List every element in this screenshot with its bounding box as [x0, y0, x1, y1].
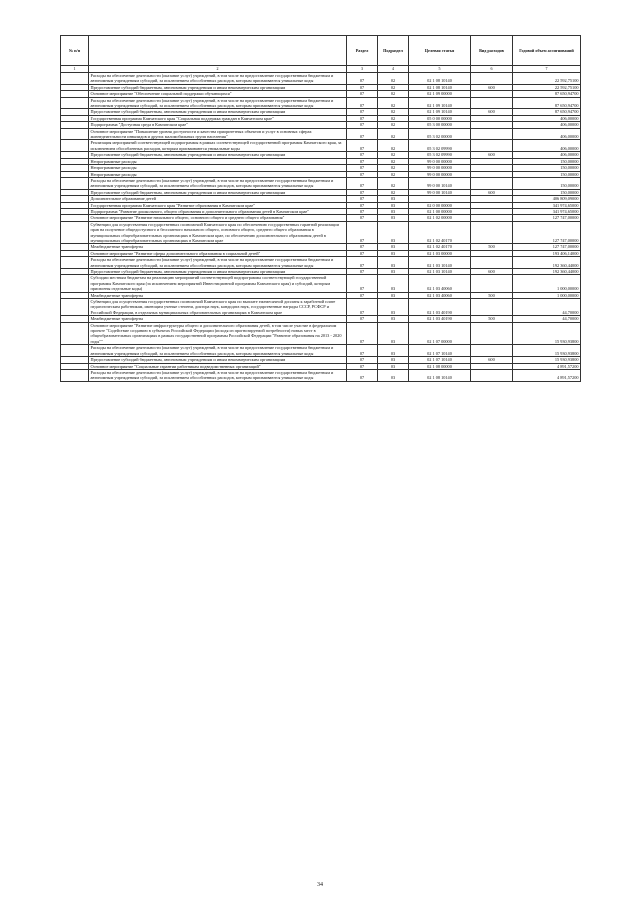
table-row — [61, 345, 581, 357]
row-target: 05 3 00 00000 — [409, 122, 471, 128]
row-name: Основное мероприятие "Развитие сферы дополнительного образования в социальной детей" — [89, 250, 347, 256]
row-target: 02 0 00 00000 — [409, 202, 471, 208]
row-podrazdel: 02 — [378, 165, 409, 171]
row-podrazdel: 02 — [378, 128, 409, 140]
row-amount: 127 747,00000 — [513, 221, 581, 244]
column-number: 2 — [89, 66, 347, 73]
row-name: Межбюджетные трансферты — [89, 244, 347, 250]
row-target: 02 1 00 00000 — [409, 208, 471, 214]
row-razdel: 07 — [347, 109, 378, 115]
row-name: Дополнительное образование детей — [89, 196, 347, 202]
row-name: Расходы на обеспечение деятельности (оказание услуг) учреждений, в том числе на предоставление государственным бюджетным и автономным учреждениям субсидий, за исключением обособленных расходов, которым присваиваются уникальные коды — [89, 73, 347, 85]
table-row — [61, 369, 581, 381]
row-target: 02 1 07 10140 — [409, 345, 471, 357]
row-podrazdel: 02 — [378, 152, 409, 158]
row-razdel: 07 — [347, 292, 378, 298]
row-vid: 600 — [471, 189, 513, 195]
row-amount: 406,00000 — [513, 152, 581, 158]
row-amount: 22 592,75100 — [513, 73, 581, 85]
row-name: Межбюджетные трансферты — [89, 292, 347, 298]
row-target: 02 1 02 00000 — [409, 215, 471, 221]
row-podrazdel: 02 — [378, 73, 409, 85]
row-target: 99 0 00 10140 — [409, 189, 471, 195]
table-row — [61, 97, 581, 109]
row-podrazdel: 03 — [378, 357, 409, 363]
row-name: Непрограммные расходы — [89, 171, 347, 177]
row-num — [61, 221, 89, 244]
header-vid: Вид расходов — [471, 36, 513, 66]
row-podrazdel: 03 — [378, 292, 409, 298]
row-target: 99 0 00 10140 — [409, 177, 471, 189]
column-number: 1 — [61, 66, 89, 73]
row-target: 02 1 08 10140 — [409, 73, 471, 85]
row-name: Основное мероприятие "Обеспечение социальной поддержки обучающихся" — [89, 91, 347, 97]
row-podrazdel: 03 — [378, 208, 409, 214]
row-name: Предоставление субсидий бюджетным, автономным учреждениям и иным некоммерческим организациям — [89, 152, 347, 158]
row-target: 99 0 00 00000 — [409, 158, 471, 164]
row-amount: 15 930,93800 — [513, 357, 581, 363]
row-target: 02 1 08 10140 — [409, 84, 471, 90]
row-name: Подпрограмма "Доступная среда в Камчатском крае" — [89, 122, 347, 128]
row-vid — [471, 257, 513, 269]
row-podrazdel: 03 — [378, 275, 409, 292]
row-podrazdel: 03 — [378, 269, 409, 275]
row-amount: 1 000,00000 — [513, 292, 581, 298]
row-target: 02 1 08 00000 — [409, 363, 471, 369]
row-podrazdel: 02 — [378, 171, 409, 177]
row-amount: 87 650,94700 — [513, 97, 581, 109]
row-target: 05 3 02 00000 — [409, 128, 471, 140]
row-razdel: 07 — [347, 128, 378, 140]
row-target: 02 1 09 00000 — [409, 91, 471, 97]
row-amount: 406 809,09000 — [513, 196, 581, 202]
row-amount: 15 930,93800 — [513, 322, 581, 345]
row-name: Расходы на обеспечение деятельности (оказание услуг) учреждений, в том числе на предоставление государственным бюджетным и автономным учреждениям субсидий, за исключением обособленных расходов, которым присваиваются уникальные коды — [89, 369, 347, 381]
row-podrazdel: 03 — [378, 316, 409, 322]
row-amount: 44,70000 — [513, 316, 581, 322]
row-razdel: 07 — [347, 244, 378, 250]
row-name: Предоставление субсидий бюджетным, автономным учреждениям и иным некоммерческим организациям — [89, 189, 347, 195]
row-podrazdel: 03 — [378, 221, 409, 244]
row-target: 05 3 02 09990 — [409, 140, 471, 152]
row-razdel: 07 — [347, 122, 378, 128]
row-razdel: 07 — [347, 171, 378, 177]
row-target: 02 1 08 10140 — [409, 369, 471, 381]
row-vid: 600 — [471, 152, 513, 158]
row-podrazdel: 03 — [378, 345, 409, 357]
table-row — [61, 128, 581, 140]
row-vid — [471, 177, 513, 189]
row-podrazdel: 02 — [378, 97, 409, 109]
row-name: Непрограммные расходы — [89, 165, 347, 171]
row-target: 02 1 07 10140 — [409, 357, 471, 363]
header-podrazdel: Подраздел — [378, 36, 409, 66]
row-vid — [471, 369, 513, 381]
row-target: 02 1 09 10140 — [409, 97, 471, 109]
row-name: Реализация мероприятий соответствующей подпрограммы в рамках соответствующей государственной программы Камчатского края, за исключением обособленных расходов, которым присваиваются уникальные коды — [89, 140, 347, 152]
row-name: Предоставление субсидий бюджетным, автономным учреждениям и иным некоммерческим организациям — [89, 357, 347, 363]
budget-table — [60, 35, 581, 382]
row-name: Государственная программа Камчатского края "Развитие образования в Камчатском крае" — [89, 202, 347, 208]
row-podrazdel: 02 — [378, 177, 409, 189]
column-number: 7 — [513, 66, 581, 73]
row-name: Предоставление субсидий бюджетным, автономным учреждениям и иным некоммерческим организациям — [89, 84, 347, 90]
row-vid: 600 — [471, 84, 513, 90]
row-num — [61, 299, 89, 316]
row-name: Расходы на обеспечение деятельности (оказание услуг) учреждений, в том числе на предоставление государственным бюджетным и автономным учреждениям субсидий, за исключением обособленных расходов, которым присваиваются уникальные коды — [89, 257, 347, 269]
row-amount: 87 650,94700 — [513, 91, 581, 97]
row-name: Расходы на обеспечение деятельности (оказание услуг) учреждений, в том числе на предоставление государственным бюджетным и автономным учреждениям субсидий, за исключением обособленных расходов, которым присваиваются уникальные коды — [89, 177, 347, 189]
row-razdel: 07 — [347, 357, 378, 363]
column-number: 4 — [378, 66, 409, 73]
header-razdel: Раздел — [347, 36, 378, 66]
row-name: Субвенции для осуществления государственных полномочий Камчатского края по выплате ежемесячной доплаты к заработной плате педагогическим работникам, имеющим ученые степени, доктора наук, кандидата наук, государственные награды СССР, РСФСР и Российской Федерации, в отдельных муниципальных образовательных организациях в Камчатском крае — [89, 299, 347, 316]
row-amount: 150,00000 — [513, 177, 581, 189]
page-number: 34 — [317, 882, 323, 888]
row-amount: 150,00000 — [513, 171, 581, 177]
table-row — [61, 140, 581, 152]
row-amount: 4 891,57200 — [513, 363, 581, 369]
row-razdel: 07 — [347, 250, 378, 256]
row-target: 02 1 03 40060 — [409, 292, 471, 298]
row-razdel: 07 — [347, 115, 378, 121]
row-target: 02 1 09 10140 — [409, 109, 471, 115]
row-razdel: 07 — [347, 257, 378, 269]
row-razdel: 07 — [347, 369, 378, 381]
row-amount: 406,00000 — [513, 122, 581, 128]
row-amount: 341 974,65000 — [513, 208, 581, 214]
row-vid: 600 — [471, 357, 513, 363]
row-razdel: 07 — [347, 177, 378, 189]
column-number-row — [61, 66, 581, 73]
header-amount: Годовой объем ассигнований — [513, 36, 581, 66]
row-target: 02 1 07 00000 — [409, 322, 471, 345]
row-podrazdel: 02 — [378, 115, 409, 121]
row-vid — [471, 299, 513, 316]
row-razdel: 07 — [347, 84, 378, 90]
row-podrazdel: 03 — [378, 363, 409, 369]
row-razdel: 07 — [347, 158, 378, 164]
header-name — [89, 36, 347, 66]
row-amount: 127 747,00000 — [513, 215, 581, 221]
row-razdel: 07 — [347, 208, 378, 214]
row-vid — [471, 322, 513, 345]
row-vid — [471, 97, 513, 109]
row-name: Основное мероприятие "Социальные гарантии работникам подведомственных организаций" — [89, 363, 347, 369]
row-num — [61, 97, 89, 109]
column-number: 6 — [471, 66, 513, 73]
row-amount: 150,00000 — [513, 165, 581, 171]
row-razdel: 07 — [347, 97, 378, 109]
row-vid: 600 — [471, 109, 513, 115]
row-amount: 192 360,44000 — [513, 269, 581, 275]
row-name: Подпрограмма "Развитие дошкольного, общего образования и дополнительного образования детей в Камчатском крае" — [89, 208, 347, 214]
row-podrazdel: 02 — [378, 122, 409, 128]
table-header-row — [61, 36, 581, 66]
row-razdel: 07 — [347, 73, 378, 85]
row-name: Субвенции для осуществления государственных полномочий Камчатского края по обеспечению государственных гарантий реализации прав на получение общедоступного и бесплатного начального общего, основного общего, среднего общего образования в муниципальных общеобразовательных организациях в Камчатском крае, по обеспечению дополнительного образования детей в муниципальных общеобразовательных организациях в Камчатском крае — [89, 221, 347, 244]
row-razdel: 07 — [347, 152, 378, 158]
row-razdel: 07 — [347, 202, 378, 208]
table-row — [61, 275, 581, 292]
row-amount: 150,00000 — [513, 189, 581, 195]
row-name: Основное мероприятие "Развитие начального общего, основного общего и среднего общего образования" — [89, 215, 347, 221]
table-row — [61, 221, 581, 244]
row-razdel: 07 — [347, 299, 378, 316]
row-num — [61, 275, 89, 292]
row-num — [61, 140, 89, 152]
row-name: Межбюджетные трансферты — [89, 316, 347, 322]
row-name: Расходы на обеспечение деятельности (оказание услуг) учреждений, в том числе на предоставление государственным бюджетным и автономным учреждениям субсидий, за исключением обособленных расходов, которым присваиваются уникальные коды — [89, 97, 347, 109]
row-razdel: 07 — [347, 196, 378, 202]
row-podrazdel: 03 — [378, 215, 409, 221]
row-vid — [471, 275, 513, 292]
row-amount: 406,00000 — [513, 115, 581, 121]
row-podrazdel: 02 — [378, 140, 409, 152]
row-razdel: 07 — [347, 269, 378, 275]
row-podrazdel: 02 — [378, 109, 409, 115]
row-amount: 1 000,00000 — [513, 275, 581, 292]
row-amount: 406,00000 — [513, 128, 581, 140]
row-amount: 15 930,93800 — [513, 345, 581, 357]
row-amount: 87 650,94700 — [513, 109, 581, 115]
row-amount: 22 592,75100 — [513, 84, 581, 90]
row-razdel: 07 — [347, 363, 378, 369]
row-podrazdel: 02 — [378, 158, 409, 164]
row-razdel: 07 — [347, 322, 378, 345]
row-num — [61, 369, 89, 381]
row-target: 02 1 03 10140 — [409, 257, 471, 269]
row-razdel: 07 — [347, 165, 378, 171]
row-target: 05 0 00 00000 — [409, 115, 471, 121]
row-podrazdel: 03 — [378, 244, 409, 250]
column-number: 3 — [347, 66, 378, 73]
row-vid — [471, 128, 513, 140]
row-podrazdel: 02 — [378, 189, 409, 195]
row-vid: 600 — [471, 269, 513, 275]
table-row — [61, 73, 581, 85]
row-razdel: 07 — [347, 140, 378, 152]
table-row — [61, 322, 581, 345]
row-podrazdel: 03 — [378, 250, 409, 256]
row-podrazdel: 03 — [378, 257, 409, 269]
row-razdel: 07 — [347, 221, 378, 244]
row-target: 99 0 00 00000 — [409, 165, 471, 171]
row-num — [61, 128, 89, 140]
row-vid: 500 — [471, 292, 513, 298]
row-amount: 44,70000 — [513, 299, 581, 316]
row-vid — [471, 73, 513, 85]
table-body — [61, 73, 581, 382]
row-target: 02 1 03 40190 — [409, 316, 471, 322]
row-razdel: 07 — [347, 91, 378, 97]
row-podrazdel: 03 — [378, 299, 409, 316]
row-name: Государственная программа Камчатского края "Социальная поддержка граждан в Камчатском крае" — [89, 115, 347, 121]
row-target: 02 1 03 00000 — [409, 250, 471, 256]
row-name: Субсидии местным бюджетам на реализацию мероприятий соответствующей подпрограммы соответствующей государственной программы Камчатского края (за исключением мероприятий Инвестиционной программы Камчатского края) и субсидий, которым присвоены отдельные коды) — [89, 275, 347, 292]
row-razdel: 07 — [347, 316, 378, 322]
row-target: 05 3 02 09990 — [409, 152, 471, 158]
row-podrazdel: 03 — [378, 369, 409, 381]
row-vid — [471, 221, 513, 244]
row-name: Основное мероприятие "Развитие инфраструктуры общего и дополнительного образования детей, в том числе участие в федеральном проекте "Содействие созданию в субъектах Российской Федерации (исходя из прогнозируемой потребности) новых мест в общеобразовательных организациях в рамках государственной программы Российской Федерации "Развитие образования на 2013 - 2020 годы"" — [89, 322, 347, 345]
row-podrazdel: 02 — [378, 84, 409, 90]
row-amount: 193 406,14000 — [513, 250, 581, 256]
row-amount: 341 974,65000 — [513, 202, 581, 208]
row-num — [61, 257, 89, 269]
table-row — [61, 299, 581, 316]
row-vid — [471, 140, 513, 152]
row-vid: 500 — [471, 244, 513, 250]
row-vid — [471, 345, 513, 357]
column-number: 5 — [409, 66, 471, 73]
row-podrazdel: 03 — [378, 202, 409, 208]
row-razdel: 07 — [347, 275, 378, 292]
row-num — [61, 322, 89, 345]
row-vid: 500 — [471, 316, 513, 322]
row-num — [61, 345, 89, 357]
row-razdel: 07 — [347, 215, 378, 221]
row-target: 02 1 03 40190 — [409, 299, 471, 316]
row-amount: 4 891,57200 — [513, 369, 581, 381]
row-podrazdel: 03 — [378, 196, 409, 202]
row-amount: 406,00000 — [513, 140, 581, 152]
row-name: Непрограммные расходы — [89, 158, 347, 164]
header-num: № п/п — [61, 36, 89, 66]
row-amount: 127 747,00000 — [513, 244, 581, 250]
row-podrazdel: 03 — [378, 322, 409, 345]
row-target: 02 1 02 40170 — [409, 221, 471, 244]
row-target: 02 1 03 40060 — [409, 275, 471, 292]
table-row — [61, 257, 581, 269]
row-num — [61, 177, 89, 189]
row-razdel: 07 — [347, 345, 378, 357]
row-num — [61, 73, 89, 85]
row-podrazdel: 02 — [378, 91, 409, 97]
row-name: Расходы на обеспечение деятельности (оказание услуг) учреждений, в том числе на предоставление государственным бюджетным и автономным учреждениям субсидий, за исключением обособленных расходов, которым присваиваются уникальные коды — [89, 345, 347, 357]
row-name: Предоставление субсидий бюджетным, автономным учреждениям и иным некоммерческим организациям — [89, 109, 347, 115]
table-row — [61, 177, 581, 189]
row-target: 02 1 02 40170 — [409, 244, 471, 250]
row-name: Предоставление субсидий бюджетным, автономным учреждениям и иным некоммерческим организациям — [89, 269, 347, 275]
row-razdel: 07 — [347, 189, 378, 195]
row-amount: 150,00000 — [513, 158, 581, 164]
header-target: Целевая статья — [409, 36, 471, 66]
row-amount: 192 360,44000 — [513, 257, 581, 269]
row-target: 99 0 00 00000 — [409, 171, 471, 177]
row-name: Основное мероприятие "Повышение уровня доступности и качества приоритетных объектов и услуг в основных сферах жизнедеятельности инвалидов и других маломобильных групп населения" — [89, 128, 347, 140]
row-target: 02 1 03 10140 — [409, 269, 471, 275]
